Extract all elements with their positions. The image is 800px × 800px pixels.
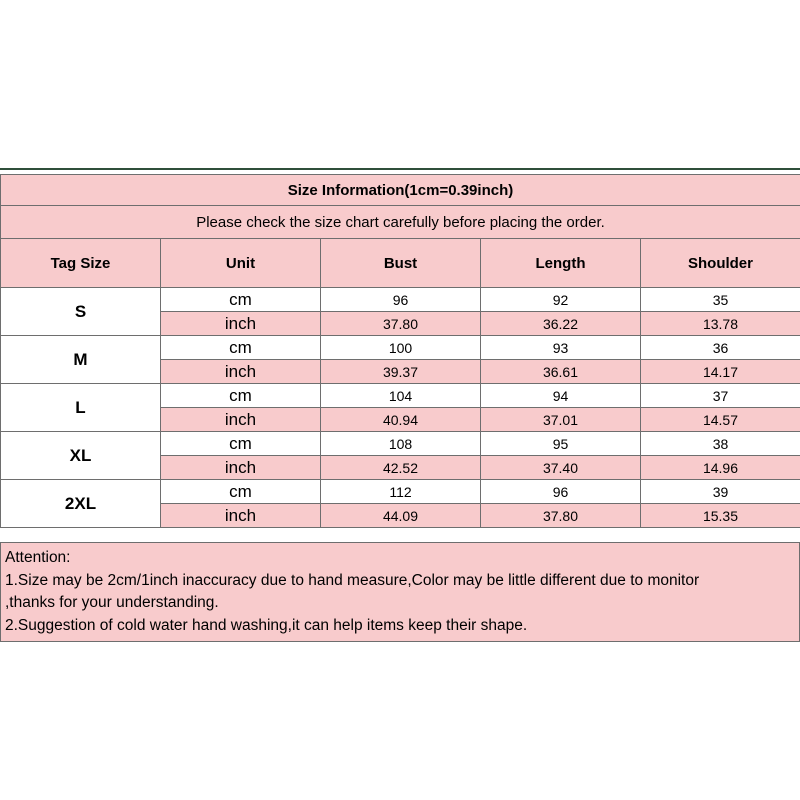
bust-cell: 44.09	[321, 504, 481, 528]
table-row	[1, 288, 800, 312]
shoulder-cell: 13.78	[641, 312, 800, 336]
table-subtitle: Please check the size chart carefully before placing the order.	[1, 206, 800, 239]
size-table	[0, 174, 800, 528]
length-cell: 93	[481, 336, 641, 360]
unit-cell: inch	[161, 408, 321, 432]
tag-size-cell: XL	[1, 432, 161, 480]
header-shoulder: Shoulder	[641, 239, 800, 288]
notes-heading: Attention:	[5, 549, 71, 566]
unit-cell: cm	[161, 384, 321, 408]
header-unit: Unit	[161, 239, 321, 288]
unit-cell: cm	[161, 480, 321, 504]
bust-cell: 100	[321, 336, 481, 360]
unit-cell: inch	[161, 456, 321, 480]
shoulder-cell: 35	[641, 288, 800, 312]
shoulder-cell: 38	[641, 432, 800, 456]
bust-cell: 108	[321, 432, 481, 456]
shoulder-cell: 36	[641, 336, 800, 360]
bust-cell: 96	[321, 288, 481, 312]
unit-cell: inch	[161, 504, 321, 528]
table-row	[1, 432, 800, 456]
table-row	[1, 384, 800, 408]
header-bust: Bust	[321, 239, 481, 288]
header-length: Length	[481, 239, 641, 288]
length-cell: 94	[481, 384, 641, 408]
tag-size-cell: L	[1, 384, 161, 432]
bust-cell: 112	[321, 480, 481, 504]
notes-line-2: ,thanks for your understanding.	[5, 594, 219, 611]
table-row	[1, 480, 800, 504]
tag-size-cell: M	[1, 336, 161, 384]
tag-size-cell: 2XL	[1, 480, 161, 528]
shoulder-cell: 37	[641, 384, 800, 408]
bust-cell: 42.52	[321, 456, 481, 480]
tag-size-cell: S	[1, 288, 161, 336]
bust-cell: 104	[321, 384, 481, 408]
size-chart-sheet	[0, 168, 800, 642]
length-cell: 95	[481, 432, 641, 456]
notes-line-1: 1.Size may be 2cm/1inch inaccuracy due to hand measure,Color may be little different due to monitor	[5, 571, 700, 589]
unit-cell: cm	[161, 432, 321, 456]
length-cell: 96	[481, 480, 641, 504]
length-cell: 37.80	[481, 504, 641, 528]
length-cell: 36.22	[481, 312, 641, 336]
shoulder-cell: 14.57	[641, 408, 800, 432]
notes-line-3: 2.Suggestion of cold water hand washing,it can help items keep their shape.	[5, 616, 528, 634]
length-cell: 37.40	[481, 456, 641, 480]
table-title: Size Information(1cm=0.39inch)	[1, 175, 800, 206]
header-tag-size: Tag Size	[1, 239, 161, 288]
table-row	[1, 336, 800, 360]
attention-notes	[0, 542, 800, 642]
unit-cell: cm	[161, 288, 321, 312]
unit-cell: inch	[161, 360, 321, 384]
length-cell: 36.61	[481, 360, 641, 384]
length-cell: 92	[481, 288, 641, 312]
shoulder-cell: 15.35	[641, 504, 800, 528]
shoulder-cell: 39	[641, 480, 800, 504]
header-row	[1, 239, 800, 288]
unit-cell: cm	[161, 336, 321, 360]
shoulder-cell: 14.96	[641, 456, 800, 480]
length-cell: 37.01	[481, 408, 641, 432]
shoulder-cell: 14.17	[641, 360, 800, 384]
bust-cell: 39.37	[321, 360, 481, 384]
bust-cell: 37.80	[321, 312, 481, 336]
unit-cell: inch	[161, 312, 321, 336]
bust-cell: 40.94	[321, 408, 481, 432]
